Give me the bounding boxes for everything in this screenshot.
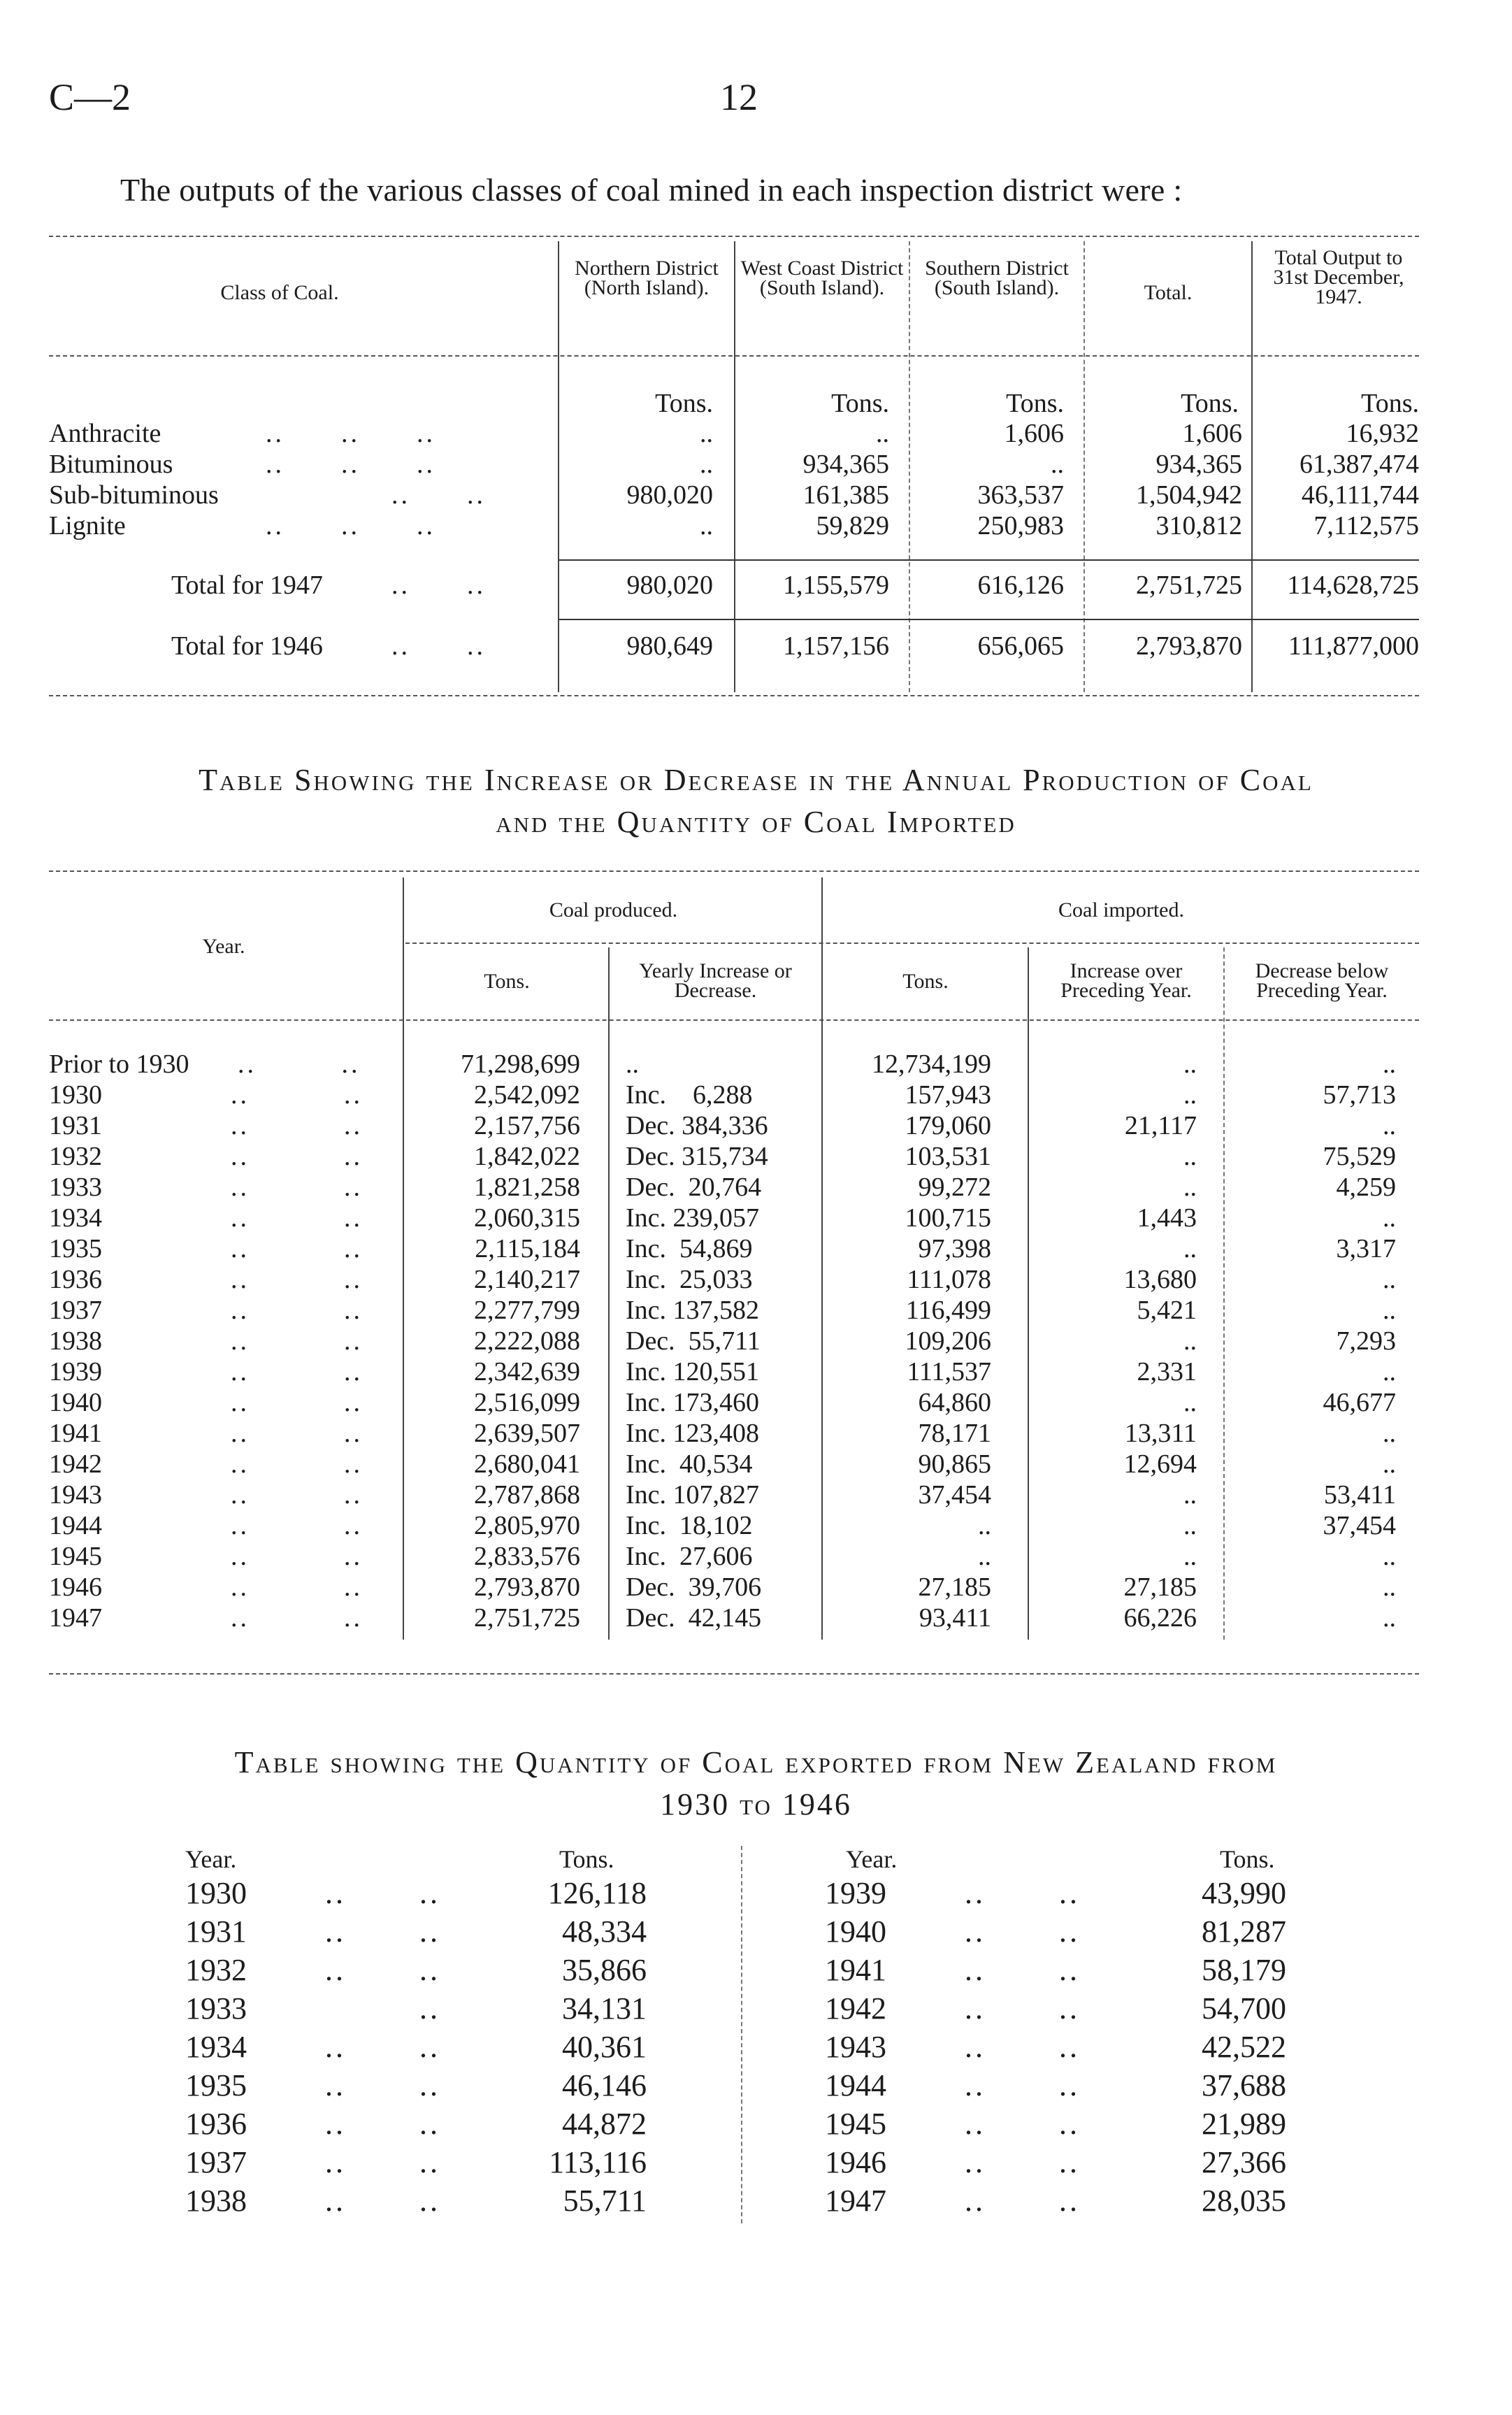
row-label: Sub-bituminous <box>49 480 219 510</box>
cell-decrease: 37,454 <box>1323 1511 1396 1540</box>
cell-increase: .. <box>1183 1234 1197 1263</box>
cell-produced: 2,140,217 <box>474 1265 580 1294</box>
cell-southern: .. <box>1051 450 1064 479</box>
header-northern: Northern District (North Island). <box>575 257 719 299</box>
leader-dots: .. .. <box>325 2030 440 2064</box>
leader-dots: .. .. <box>325 2107 440 2141</box>
cell-year: 1938 <box>49 1326 102 1356</box>
page-code: C—2 <box>49 76 131 118</box>
cell-year: 1933 <box>49 1173 102 1202</box>
leader-dots: .. .. <box>231 1203 363 1233</box>
header-total: Total. <box>1144 281 1193 304</box>
rule <box>49 1019 1419 1021</box>
unit-tons: Tons. <box>1006 389 1064 418</box>
leader-dots: .. .. <box>231 1111 363 1140</box>
cell-southern: 1,606 <box>1004 419 1064 448</box>
cell-imported: 109,206 <box>905 1326 991 1356</box>
cell-westcoast: 1,155,579 <box>783 571 889 600</box>
cell-tons: 42,522 <box>1202 2030 1286 2064</box>
cell-increase: 2,331 <box>1137 1357 1197 1386</box>
leader-dots: .. .. <box>965 2145 1080 2179</box>
cell-increase: .. <box>1183 1388 1197 1417</box>
cell-tons: 40,361 <box>562 2030 647 2064</box>
cell-imported: 37,454 <box>918 1480 991 1510</box>
cell-northern: 980,649 <box>626 631 713 661</box>
unit-tons: Tons. <box>1361 389 1419 418</box>
cell-year: 1932 <box>185 1953 247 1987</box>
leader-dots: .. .. <box>231 1173 363 1202</box>
cell-northern: 980,020 <box>626 571 713 600</box>
cell-produced: 71,298,699 <box>461 1049 580 1079</box>
cell-year: 1935 <box>185 2068 247 2102</box>
header-imported: Coal imported. <box>1058 898 1184 922</box>
cell-decrease: .. <box>1383 1203 1396 1233</box>
header-produced: Coal produced. <box>549 898 678 922</box>
cell-tons: 54,700 <box>1202 1991 1286 2026</box>
cell-imported: .. <box>978 1511 991 1540</box>
cell-tons: 46,146 <box>562 2068 647 2102</box>
cell-change: Inc. 123,408 <box>626 1419 760 1448</box>
rule <box>559 619 1419 620</box>
cell-southern: 363,537 <box>977 480 1064 510</box>
cell-tons: 35,866 <box>562 1953 647 1987</box>
cell-year: 1941 <box>49 1419 102 1448</box>
cell-increase: .. <box>1183 1511 1197 1540</box>
row-label: Bituminous <box>49 450 173 479</box>
unit-tons: Tons. <box>831 389 889 418</box>
header-cumulative: Total Output to 31st December, 1947. <box>1273 246 1404 308</box>
cell-imported: .. <box>978 1542 991 1571</box>
rule <box>49 236 1419 237</box>
cell-decrease: .. <box>1383 1265 1396 1294</box>
cell-tons: 58,179 <box>1202 1953 1286 1987</box>
cell-produced: 1,821,258 <box>474 1173 580 1202</box>
cell-decrease: .. <box>1383 1111 1396 1140</box>
cell-change: Inc. 239,057 <box>626 1203 760 1233</box>
cell-decrease: .. <box>1383 1542 1396 1571</box>
cell-northern: .. <box>700 419 713 448</box>
leader-dots: .. .. <box>965 1876 1080 1910</box>
cell-produced: 2,787,868 <box>474 1480 580 1510</box>
cell-produced: 2,115,184 <box>475 1234 580 1263</box>
cell-year: 1931 <box>49 1111 102 1140</box>
cell-increase: 21,117 <box>1124 1111 1197 1140</box>
cell-imported: 116,499 <box>905 1296 991 1325</box>
rule <box>49 695 1419 696</box>
cell-year: Prior to 1930 <box>49 1049 189 1079</box>
cell-imported: 157,943 <box>905 1080 991 1110</box>
cell-year: 1944 <box>49 1511 102 1540</box>
cell-decrease: 4,259 <box>1336 1173 1396 1202</box>
leader-dots: .. .. <box>965 2184 1080 2218</box>
cell-tons: 126,118 <box>547 1876 647 1910</box>
cell-tons: 34,131 <box>562 1991 647 2026</box>
leader-dots: .. .. <box>325 1876 440 1910</box>
cell-decrease: 7,293 <box>1336 1326 1396 1356</box>
leader-dots: .. .. .. <box>266 419 435 448</box>
cell-imported: 90,865 <box>918 1449 991 1479</box>
cell-produced: 2,060,315 <box>474 1203 580 1233</box>
cell-westcoast: .. <box>876 419 889 448</box>
cell-produced: 2,157,756 <box>474 1111 580 1140</box>
cell-total: 1,504,942 <box>1136 480 1242 510</box>
leader-dots: .. .. .. <box>266 450 435 479</box>
cell-increase: .. <box>1183 1049 1197 1079</box>
cell-increase: .. <box>1183 1173 1197 1202</box>
cell-increase: 5,421 <box>1137 1296 1197 1325</box>
cell-produced: 2,516,099 <box>474 1388 580 1417</box>
header-prod-change: Yearly Increase or Decrease. <box>639 959 792 1002</box>
cell-decrease: .. <box>1383 1419 1396 1448</box>
intro-text: The outputs of the various classes of coal mined in each inspection district were : <box>120 172 1183 208</box>
leader-dots: .. .. <box>231 1572 363 1602</box>
cell-northern: .. <box>700 511 713 540</box>
cell-change: Dec. 20,764 <box>626 1173 762 1202</box>
page-number: 12 <box>720 76 758 118</box>
cell-westcoast: 161,385 <box>802 480 889 510</box>
cell-total: 1,606 <box>1182 419 1242 448</box>
cell-imported: 179,060 <box>905 1111 991 1140</box>
cell-year: 1931 <box>185 1914 247 1949</box>
cell-change: Inc. 173,460 <box>626 1388 760 1417</box>
leader-dots: .. .. <box>231 1326 363 1356</box>
cell-change: Inc. 137,582 <box>626 1296 760 1325</box>
cell-imported: 103,531 <box>905 1142 991 1171</box>
cell-tons: 55,711 <box>563 2184 647 2218</box>
leader-dots: .. .. <box>391 571 486 600</box>
cell-decrease: 75,529 <box>1323 1142 1396 1171</box>
cell-cumulative: 111,877,000 <box>1288 631 1419 661</box>
unit-tons: Tons. <box>655 389 713 418</box>
cell-southern: 616,126 <box>977 571 1064 600</box>
cell-year: 1935 <box>49 1234 102 1263</box>
column-rule <box>403 877 404 1640</box>
header-year-left: Year. <box>185 1845 237 1873</box>
cell-imported: 97,398 <box>918 1234 991 1263</box>
header-prod-tons: Tons. <box>484 970 530 993</box>
table3-title-line1: Table showing the Quantity of Coal exported from New Zealand from <box>234 1745 1278 1779</box>
header-year: Year. <box>202 935 245 958</box>
cell-produced: 2,751,725 <box>474 1603 580 1633</box>
header-westcoast: West Coast District (South Island). <box>740 257 904 299</box>
leader-dots: .. .. <box>231 1265 363 1294</box>
cell-year: 1934 <box>185 2030 247 2064</box>
cell-year: 1946 <box>49 1572 102 1602</box>
cell-produced: 2,342,639 <box>474 1357 580 1386</box>
cell-year: 1933 <box>185 1991 247 2026</box>
cell-cumulative: 114,628,725 <box>1287 571 1419 600</box>
leader-dots: .. .. <box>231 1080 363 1110</box>
cell-tons: 21,989 <box>1202 2107 1286 2141</box>
leader-dots: .. .. <box>325 1953 440 1987</box>
leader-dots: .. .. <box>231 1603 363 1633</box>
leader-dots: .. .. <box>231 1388 363 1417</box>
cell-tons: 28,035 <box>1202 2184 1286 2218</box>
leader-dots: .. .. <box>231 1234 363 1263</box>
row-label: Total for 1947 <box>171 571 323 600</box>
cell-total: 2,793,870 <box>1136 631 1242 661</box>
cell-produced: 2,680,041 <box>474 1449 580 1479</box>
cell-increase: 1,443 <box>1137 1203 1197 1233</box>
cell-decrease: .. <box>1383 1296 1396 1325</box>
leader-dots: .. .. <box>231 1511 363 1540</box>
cell-southern: 250,983 <box>977 511 1064 540</box>
leader-dots: .. .. <box>965 2068 1080 2102</box>
rule <box>405 943 1419 944</box>
cell-cumulative: 16,932 <box>1346 419 1419 448</box>
column-rule <box>821 877 823 1640</box>
leader-dots: .. <box>325 1991 440 2026</box>
cell-produced: 2,277,799 <box>474 1296 580 1325</box>
table2-title-line1: Table Showing the Increase or Decrease in the Annual Production of Coal <box>199 763 1313 797</box>
cell-increase: .. <box>1183 1080 1197 1110</box>
cell-imported: 111,078 <box>907 1265 991 1294</box>
cell-westcoast: 1,157,156 <box>783 631 889 661</box>
leader-dots: .. .. <box>965 1953 1080 1987</box>
leader-dots: .. .. <box>325 2145 440 2179</box>
cell-westcoast: 934,365 <box>802 450 889 479</box>
cell-change: Inc. 54,869 <box>626 1234 753 1263</box>
cell-produced: 2,833,576 <box>474 1542 580 1571</box>
header-class: Class of Coal. <box>220 281 339 304</box>
cell-year: 1937 <box>185 2145 247 2179</box>
column-rule <box>1251 241 1253 692</box>
cell-year: 1942 <box>825 1991 886 2026</box>
cell-year: 1934 <box>49 1203 102 1233</box>
unit-tons: Tons. <box>1181 389 1239 418</box>
cell-year: 1936 <box>185 2107 247 2141</box>
cell-year: 1930 <box>185 1876 247 1910</box>
cell-year: 1943 <box>49 1480 102 1510</box>
cell-year: 1930 <box>49 1080 102 1110</box>
header-year-right: Year. <box>846 1845 898 1873</box>
leader-dots: .. .. <box>965 2030 1080 2064</box>
cell-year: 1932 <box>49 1142 102 1171</box>
cell-increase: .. <box>1183 1480 1197 1510</box>
cell-increase: 13,680 <box>1123 1265 1197 1294</box>
cell-year: 1945 <box>49 1542 102 1571</box>
cell-northern: 980,020 <box>626 480 713 510</box>
table3-title-line2: 1930 to 1946 <box>660 1787 852 1821</box>
cell-change: Inc. 27,606 <box>626 1542 753 1571</box>
leader-dots: .. .. <box>238 1049 361 1079</box>
cell-year: 1939 <box>825 1876 886 1910</box>
cell-increase: 66,226 <box>1123 1603 1197 1633</box>
cell-tons: 48,334 <box>562 1914 647 1949</box>
cell-tons: 43,990 <box>1202 1876 1286 1910</box>
cell-imported: 12,734,199 <box>872 1049 991 1079</box>
cell-increase: 13,311 <box>1124 1419 1197 1448</box>
leader-dots: .. .. <box>965 1914 1080 1949</box>
cell-imported: 99,272 <box>918 1173 991 1202</box>
cell-year: 1945 <box>825 2107 886 2141</box>
cell-change: Dec. 384,336 <box>626 1111 768 1140</box>
cell-imported: 100,715 <box>905 1203 991 1233</box>
cell-year: 1946 <box>825 2145 886 2179</box>
cell-produced: 1,842,022 <box>474 1142 580 1171</box>
cell-decrease: 57,713 <box>1323 1080 1396 1110</box>
cell-imported: 64,860 <box>918 1388 991 1417</box>
cell-year: 1947 <box>49 1603 102 1633</box>
cell-westcoast: 59,829 <box>816 511 889 540</box>
cell-tons: 27,366 <box>1202 2145 1286 2179</box>
cell-total: 2,751,725 <box>1136 571 1242 600</box>
cell-tons: 37,688 <box>1202 2068 1286 2102</box>
cell-increase: .. <box>1183 1142 1197 1171</box>
cell-tons: 113,116 <box>549 2145 647 2179</box>
cell-increase: .. <box>1183 1542 1197 1571</box>
leader-dots: .. .. <box>231 1480 363 1510</box>
leader-dots: .. .. <box>231 1142 363 1171</box>
header-southern: Southern District (South Island). <box>925 257 1069 299</box>
cell-increase: .. <box>1183 1326 1197 1356</box>
cell-change: Dec. 39,706 <box>626 1572 762 1602</box>
header-tons-right: Tons. <box>1220 1845 1275 1873</box>
cell-northern: .. <box>700 450 713 479</box>
cell-year: 1942 <box>49 1449 102 1479</box>
leader-dots: .. .. <box>231 1296 363 1325</box>
leader-dots: .. .. <box>231 1419 363 1448</box>
leader-dots: .. .. <box>965 2107 1080 2141</box>
cell-imported: 27,185 <box>918 1572 991 1602</box>
cell-imported: 93,411 <box>919 1603 991 1633</box>
cell-decrease: 53,411 <box>1323 1480 1396 1510</box>
cell-year: 1943 <box>825 2030 886 2064</box>
cell-year: 1939 <box>49 1357 102 1386</box>
cell-produced: 2,222,088 <box>474 1326 580 1356</box>
leader-dots: .. .. <box>965 1991 1080 2026</box>
cell-cumulative: 7,112,575 <box>1313 511 1419 540</box>
cell-produced: 2,639,507 <box>474 1419 580 1448</box>
column-rule <box>741 1846 742 2223</box>
leader-dots: .. .. .. <box>266 511 435 540</box>
cell-total: 934,365 <box>1155 450 1242 479</box>
leader-dots: .. .. <box>391 480 486 510</box>
header-imp-decrease: Decrease below Preceding Year. <box>1255 959 1389 1002</box>
cell-decrease: .. <box>1383 1049 1396 1079</box>
cell-increase: 12,694 <box>1123 1449 1197 1479</box>
cell-year: 1940 <box>825 1914 886 1949</box>
cell-produced: 2,542,092 <box>474 1080 580 1110</box>
cell-increase: 27,185 <box>1123 1572 1197 1602</box>
header-imp-tons: Tons. <box>902 970 949 993</box>
cell-year: 1941 <box>825 1953 886 1987</box>
cell-cumulative: 46,111,744 <box>1301 480 1419 510</box>
rule <box>49 870 1419 872</box>
cell-change: Inc. 107,827 <box>626 1480 760 1510</box>
rule <box>49 1673 1419 1675</box>
cell-decrease: .. <box>1383 1449 1396 1479</box>
rule <box>559 559 1419 561</box>
cell-year: 1937 <box>49 1296 102 1325</box>
leader-dots: .. .. <box>325 2184 440 2218</box>
cell-decrease: .. <box>1383 1572 1396 1602</box>
cell-produced: 2,793,870 <box>474 1572 580 1602</box>
cell-change: Inc. 6,288 <box>626 1080 753 1110</box>
column-rule <box>608 947 610 1640</box>
cell-imported: 78,171 <box>918 1419 991 1448</box>
cell-year: 1940 <box>49 1388 102 1417</box>
cell-change: Inc. 120,551 <box>626 1357 760 1386</box>
cell-tons: 81,287 <box>1202 1914 1286 1949</box>
cell-change: Inc. 25,033 <box>626 1265 753 1294</box>
row-label: Total for 1946 <box>171 631 323 661</box>
leader-dots: .. .. <box>325 1914 440 1949</box>
cell-change: Dec. 55,711 <box>626 1326 761 1356</box>
row-label: Lignite <box>49 511 126 540</box>
leader-dots: .. .. <box>231 1357 363 1386</box>
cell-decrease: 3,317 <box>1336 1234 1396 1263</box>
cell-change: .. <box>626 1049 639 1079</box>
row-label: Anthracite <box>49 419 161 448</box>
header-imp-increase: Increase over Preceding Year. <box>1060 959 1192 1002</box>
cell-decrease: 46,677 <box>1323 1388 1396 1417</box>
cell-year: 1936 <box>49 1265 102 1294</box>
cell-total: 310,812 <box>1155 511 1242 540</box>
leader-dots: .. .. <box>231 1542 363 1571</box>
cell-change: Inc. 40,534 <box>626 1449 753 1479</box>
table2-title-line2: and the Quantity of Coal Imported <box>496 805 1016 839</box>
cell-southern: 656,065 <box>977 631 1064 661</box>
leader-dots: .. .. <box>231 1449 363 1479</box>
header-tons-left: Tons. <box>559 1845 614 1873</box>
cell-year: 1944 <box>825 2068 886 2102</box>
cell-change: Inc. 18,102 <box>626 1511 753 1540</box>
cell-decrease: .. <box>1383 1357 1396 1386</box>
cell-change: Dec. 315,734 <box>626 1142 768 1171</box>
cell-decrease: .. <box>1383 1603 1396 1633</box>
cell-year: 1938 <box>185 2184 247 2218</box>
leader-dots: .. .. <box>391 631 486 661</box>
cell-year: 1947 <box>825 2184 886 2218</box>
cell-produced: 2,805,970 <box>474 1511 580 1540</box>
cell-imported: 111,537 <box>907 1357 991 1386</box>
cell-tons: 44,872 <box>562 2107 647 2141</box>
leader-dots: .. .. <box>325 2068 440 2102</box>
cell-cumulative: 61,387,474 <box>1299 450 1419 479</box>
cell-change: Dec. 42,145 <box>626 1603 762 1633</box>
